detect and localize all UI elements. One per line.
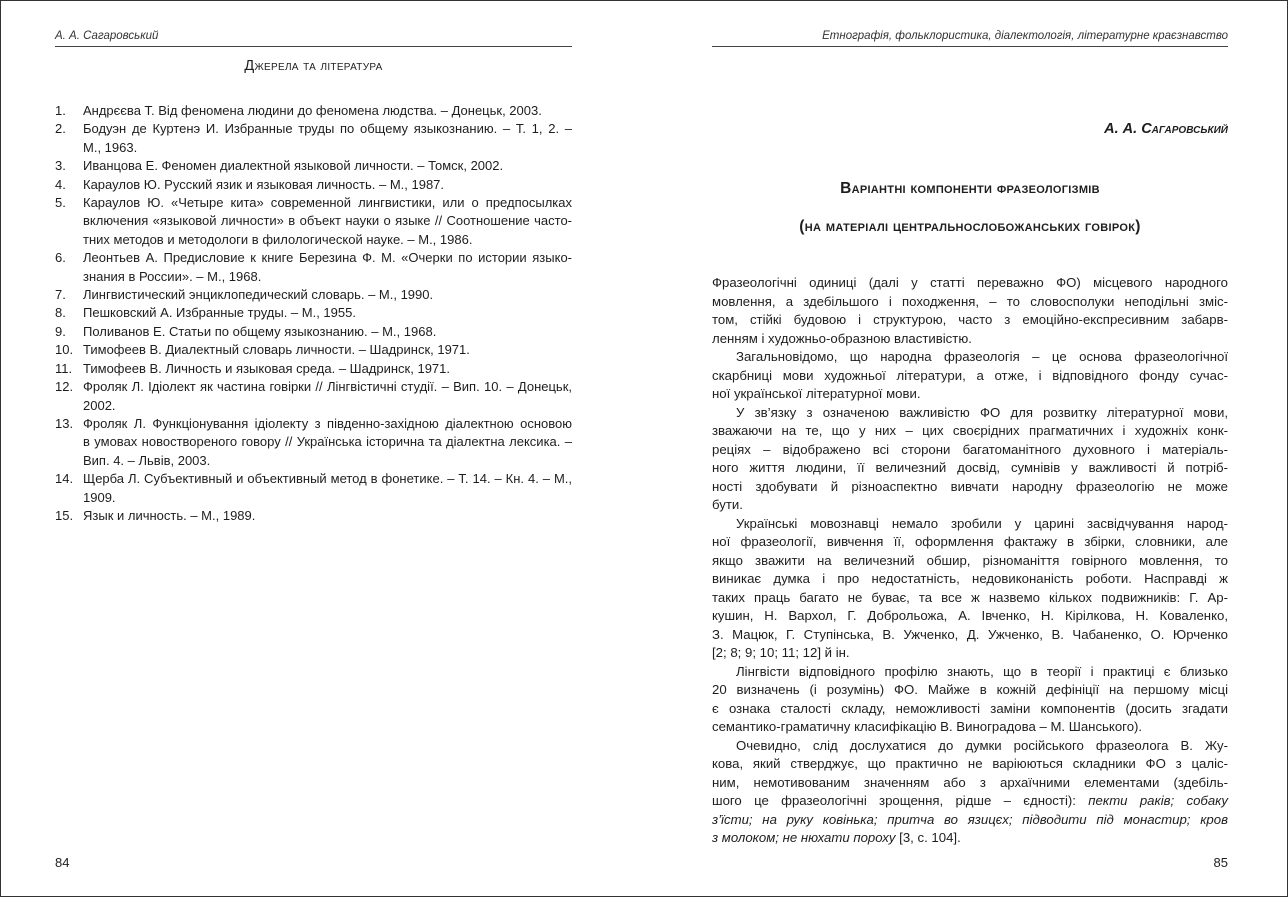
reference-line: Тимофеев В. Диалектный словарь личности. – Шадринск, 1971.	[83, 342, 470, 358]
text-line: Очевидно, слід дослухатися до думки російського фразеолога В. Жу-	[736, 737, 1228, 753]
reference-number: 11.	[55, 360, 73, 376]
text-line: реціях – відображено всі сторони багатоманітного духовного і матеріаль-	[712, 441, 1228, 457]
text-line: Загальновідомо, що народна фразеологія – це основа фразеологічної	[736, 349, 1228, 364]
reference-line: в умовах новоствореного говору // Українська історична та діалектна лексика. –	[83, 434, 572, 450]
reference-number: 4.	[55, 176, 66, 192]
reference-item	[55, 507, 572, 525]
reference-line: Вип. 4. – Львів, 2003.	[83, 452, 211, 468]
reference-number: 2.	[55, 121, 66, 137]
article-title: Варіантні компоненти фразеологізмів	[840, 180, 1100, 197]
reference-item	[55, 176, 572, 194]
text-line: [2; 8; 9; 10; 11; 12] й ін.	[712, 645, 850, 660]
reference-item	[55, 304, 572, 322]
paragraph	[712, 515, 1228, 663]
reference-item	[55, 102, 572, 120]
reference-line: Поливанов Е. Статьи по общему языкознанию. – М., 1968.	[83, 323, 437, 339]
article-subtitle: (на матеріалі центральнослобожанських говірок)	[799, 218, 1141, 235]
reference-number: 1.	[55, 103, 66, 118]
article-body	[712, 274, 1228, 848]
text-line	[712, 811, 1228, 830]
reference-number: 14.	[55, 471, 74, 487]
reference-number: 12.	[55, 379, 74, 395]
text-line	[712, 792, 1228, 811]
reference-line: Караулов Ю. Русский язик и языковая личность. – М., 1987.	[83, 176, 445, 192]
reference-line: 2002.	[83, 397, 116, 413]
reference-number: 15.	[55, 507, 74, 523]
reference-item	[55, 360, 572, 378]
reference-item	[55, 470, 572, 507]
reference-line: Караулов Ю. «Четыре кита» современной лингвистики, или о предпосылках	[83, 195, 572, 211]
text-line: том, стійкі будовою і структурою, часто з емоційно-експресивним забарв-	[712, 312, 1228, 327]
reference-line: Фроляк Л. Функціонування ідіолекту з південно-західною діалектною основою	[83, 415, 572, 431]
reference-item	[55, 286, 572, 304]
article-author: А. А. Сагаровський	[1104, 121, 1228, 137]
reference-number: 13.	[55, 415, 74, 431]
reference-line: Бодуэн де Куртенэ И. Избранные труды по общему языкознанию. – Т. 1, 2. –	[83, 121, 572, 137]
left-running-head: А. А. Сагаровський	[55, 30, 159, 42]
reference-line: Тимофеев В. Личность и языковая среда. – Шадринск, 1971.	[83, 360, 451, 376]
text-line: ним, немотивованим значенням або з архаїчними елементами (здебіль-	[712, 774, 1228, 790]
text-line: семантико-граматичну класифікацію В. Виноградова – М. Шанського).	[712, 719, 1143, 734]
reference-item	[55, 120, 572, 157]
references-heading: Джерела та література	[244, 58, 383, 74]
reference-item	[55, 378, 572, 415]
reference-line: Леонтьев А. Предисловие к книге Березина Ф. М. «Очерки по истории языко-	[83, 250, 572, 266]
text-line: У зв’язку з означеною важливістю ФО для розвитку літературної мови,	[736, 404, 1228, 420]
left-header-rule	[55, 46, 572, 47]
reference-line: Иванцова Е. Феномен диалектной языковой личности. – Томск, 2002.	[83, 158, 504, 174]
reference-line: Язык и личность. – М., 1989.	[83, 507, 256, 523]
reference-line: М., 1963.	[83, 139, 138, 155]
left-page-number: 84	[55, 855, 70, 870]
reference-line: Андрєєва Т. Від феномена людини до феномена людства. – Донецьк, 2003.	[83, 103, 542, 118]
text-line: Лінгвісти відповідного профілю знають, що в теорії і практиці є близько	[736, 663, 1228, 679]
right-header-rule	[712, 46, 1228, 47]
reference-line: Фроляк Л. Ідіолект як частина говірки // Лінгвістичні студії. – Вип. 10. – Донецьк,	[83, 379, 572, 395]
text-segment: [3, с. 104].	[895, 830, 961, 845]
reference-line: 1909.	[83, 489, 116, 505]
text-line: кушин, Н. Вархол, Г. Доброльожа, А. Івченко, Н. Кірілкова, Н. Коваленко,	[712, 608, 1228, 623]
text-line	[712, 829, 1228, 848]
reference-number: 9.	[55, 323, 66, 339]
text-line: ності здобувати й різноаспектно вивчати народну фразеологію не може	[712, 478, 1228, 494]
italic-example: пекти раків; собаку	[1088, 793, 1228, 808]
reference-item	[55, 323, 572, 341]
paragraph	[712, 404, 1228, 515]
text-line: таких праць багато не буває, та все ж назвемо кількох подвижників: Г. Ар-	[712, 589, 1228, 605]
reference-number: 6.	[55, 250, 66, 266]
reference-line: Пешковский А. Избранные труды. – М., 1955.	[83, 305, 356, 321]
reference-line: тних методов и методологи в филологической науке. – М., 1986.	[83, 231, 473, 247]
reference-number: 10.	[55, 342, 74, 358]
text-line: ленням і художньо-образною властивістю.	[712, 330, 972, 346]
reference-number: 7.	[55, 287, 66, 303]
reference-item	[55, 194, 572, 249]
reference-line: Лингвистический энциклопедический словарь. – М., 1990.	[83, 287, 434, 303]
paragraph	[712, 737, 1228, 848]
right-running-head: Етнографія, фольклористика, діалектологія, літературне краєзнавство	[822, 30, 1228, 42]
reference-number: 5.	[55, 195, 66, 211]
text-line: Фразеологічні одиниці (далі у статті переважно ФО) місцевого народного	[712, 275, 1228, 290]
reference-line: знания в России». – М., 1968.	[83, 268, 262, 284]
reference-item	[55, 415, 572, 470]
reference-item	[55, 249, 572, 286]
reference-line: Щерба Л. Субъективный и объективный метод в фонетике. – Т. 14. – Кн. 4. – М.,	[83, 471, 572, 487]
text-line: Українські мовознавці немало зробили у царині засвідчування народ-	[736, 515, 1228, 531]
text-line: зважаючи на те, що у них – цих своєрідних прагматичних і художніх конк-	[712, 423, 1228, 438]
text-line: скарбниці мови художньої літератури, а отже, і відповідного фонду сучас-	[712, 367, 1228, 383]
text-line: З. Мацюк, Г. Ступінська, В. Ужченко, Д. Ужченко, В. Чабаненко, О. Юрченко	[712, 626, 1228, 642]
reference-line: включения «языковой личности» в объект науки о языке // Соотношение часто-	[83, 213, 572, 229]
reference-number: 3.	[55, 158, 66, 174]
text-line: ного життя людини, її величезний досвід, сумнівів у важливості й потріб-	[712, 460, 1228, 475]
paragraph	[712, 663, 1228, 737]
text-line: ної української літературної мови.	[712, 386, 921, 401]
text-line: виникає думка і про недостатність, недовиконаність роботи. Насправді ж	[712, 571, 1228, 586]
text-line: 20 визначень (і розумінь) ФО. Майже в кожній дефініції на першому місці	[712, 682, 1228, 697]
text-line: кова, який стверджує, що практично не варіюються складники ФО з цаліс-	[712, 756, 1228, 771]
right-page-number: 85	[1213, 855, 1228, 870]
paragraph	[712, 348, 1228, 404]
reference-item	[55, 157, 572, 175]
text-line: мовлення, а здебільшого і походження, – то словосполуки неподільні зміс-	[712, 293, 1228, 309]
text-line: якщо зважити на величезний обшир, різноманіття говірного мовлення, то	[712, 552, 1228, 568]
italic-example: з молоком; не нюхати пороху	[712, 830, 896, 845]
references-list	[55, 102, 572, 525]
italic-example: з’їсти; на руку ковінька; притча во язицєх; підводити під монастир; кров	[712, 811, 1228, 827]
text-line: є ознака сталості складу, неможливості заміни компонентів (досить згадати	[712, 700, 1228, 716]
text-segment: шого це фразеологічні зрощення, рідше – єдності):	[712, 793, 1089, 808]
text-line: бути.	[712, 497, 743, 512]
reference-item	[55, 341, 572, 359]
paragraph	[712, 274, 1228, 348]
text-line: ної фразеології, вивчення її, оформлення фактажу в збірки, словники, але	[712, 534, 1228, 549]
reference-number: 8.	[55, 305, 66, 321]
